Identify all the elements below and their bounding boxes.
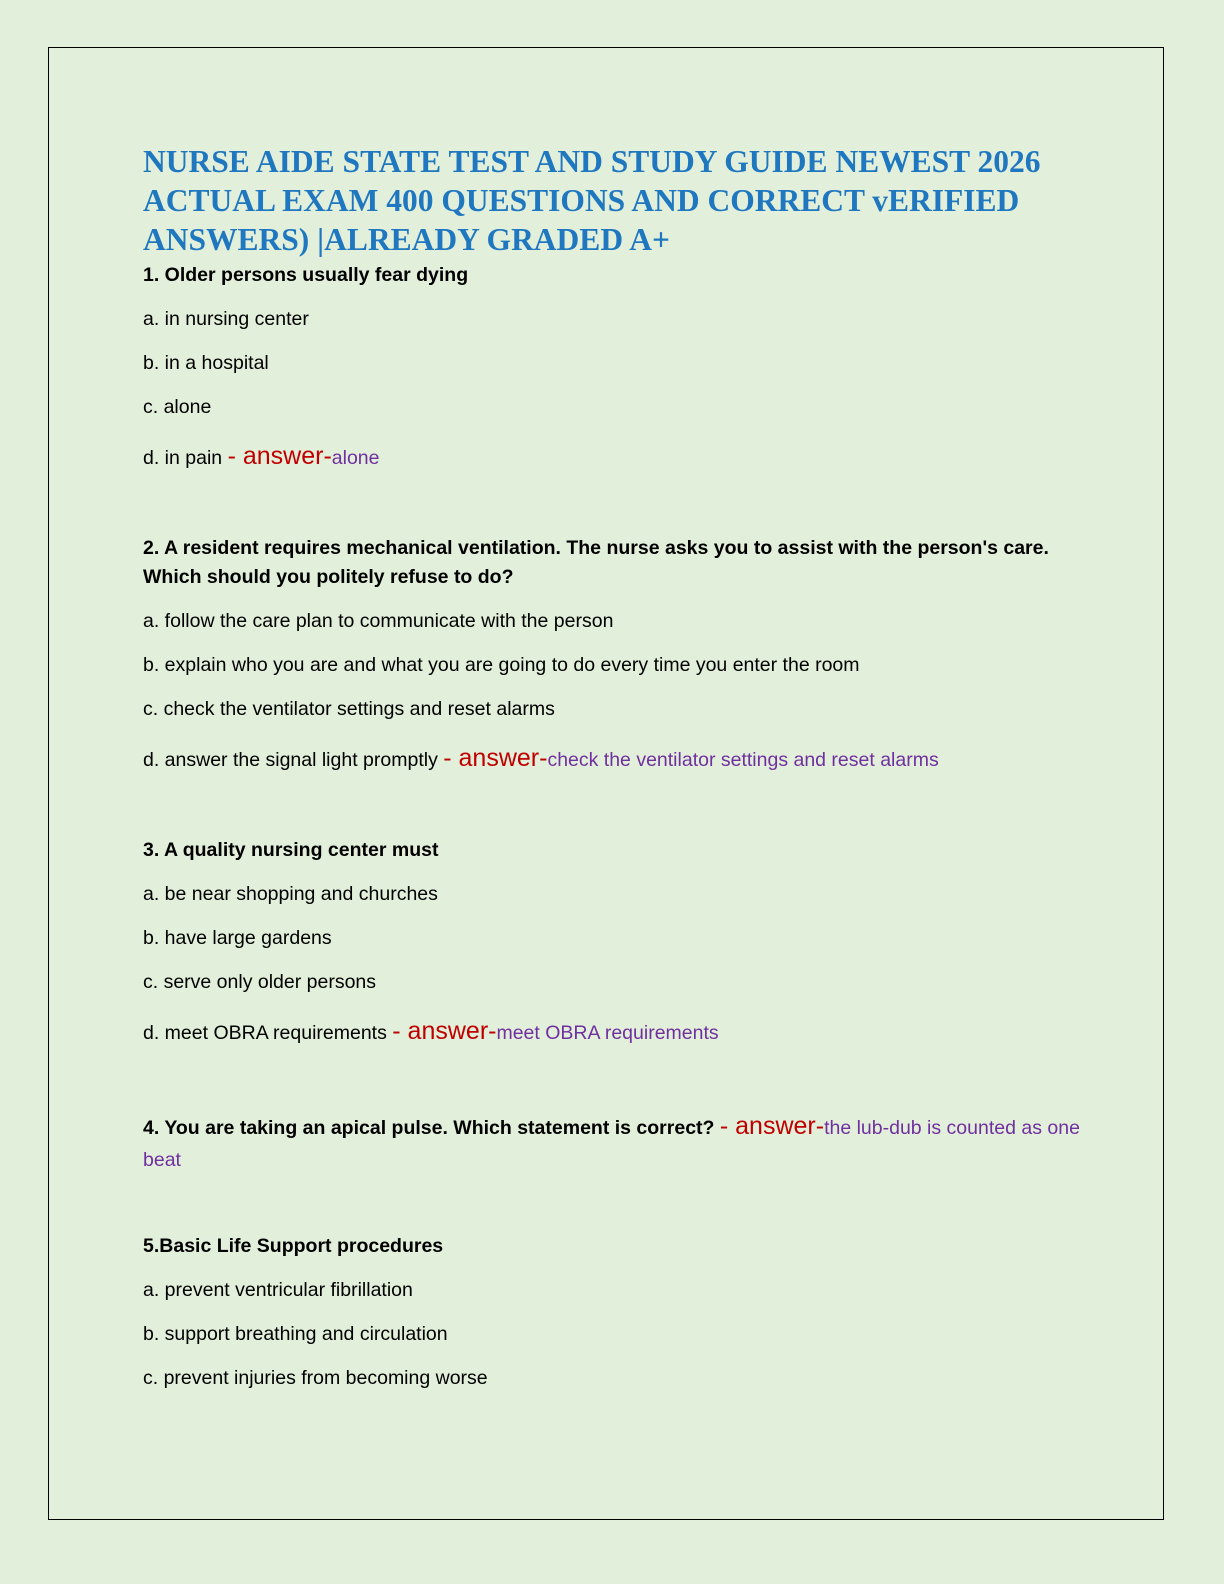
q2-option-b: b. explain who you are and what you are going to do every time you enter the room — [143, 654, 860, 676]
q4-answer-line-2: beat — [143, 1149, 181, 1171]
title-line-2: ACTUAL EXAM 400 QUESTIONS AND CORRECT vERIFIED — [143, 183, 1020, 218]
question-4 — [143, 1110, 1088, 1176]
question-2-line-2: Which should you politely refuse to do? — [143, 566, 514, 588]
question-1: 1. Older persons usually fear dying — [143, 264, 469, 286]
question-4-text: 4. You are taking an apical pulse. Which statement is correct? — [143, 1117, 715, 1139]
question-2 — [143, 534, 1088, 592]
answer-label: - answer- — [392, 1017, 497, 1045]
question-3: 3. A quality nursing center must — [143, 839, 439, 861]
q3-option-a: a. be near shopping and churches — [143, 883, 438, 905]
q5-option-c: c. prevent injuries from becoming worse — [143, 1367, 488, 1389]
document-title — [143, 142, 1088, 259]
q3-answer: meet OBRA requirements — [496, 1022, 719, 1044]
q3-option-b: b. have large gardens — [143, 927, 332, 949]
q2-answer: check the ventilator settings and reset alarms — [547, 749, 939, 771]
question-2-line-1: 2. A resident requires mechanical ventilation. The nurse asks you to assist with the person's care. — [143, 537, 1049, 559]
question-5: 5.Basic Life Support procedures — [143, 1235, 444, 1257]
answer-label: - answer- — [227, 442, 332, 470]
document-content — [143, 142, 1088, 1393]
title-line-1: NURSE AIDE STATE TEST AND STUDY GUIDE NEWEST 2026 — [143, 144, 1041, 179]
q5-option-b: b. support breathing and circulation — [143, 1323, 448, 1345]
q3-option-d-text: d. meet OBRA requirements — [143, 1022, 387, 1044]
title-line-3: ANSWERS) |ALREADY GRADED A+ — [143, 222, 670, 257]
q2-option-d-text: d. answer the signal light promptly — [143, 749, 438, 771]
q1-answer: alone — [331, 447, 380, 469]
q2-option-c: c. check the ventilator settings and reset alarms — [143, 698, 555, 720]
q3-option-c: c. serve only older persons — [143, 971, 377, 993]
q2-option-a: a. follow the care plan to communicate with the person — [143, 610, 614, 632]
q1-option-d-text: d. in pain — [143, 447, 223, 469]
q1-option-c: c. alone — [143, 396, 212, 418]
answer-label: - answer- — [443, 744, 548, 772]
q1-option-d — [143, 442, 1088, 473]
q2-option-d — [143, 744, 1088, 775]
q4-answer-line-1: the lub-dub is counted as one — [824, 1117, 1080, 1139]
q1-option-b: b. in a hospital — [143, 352, 269, 374]
q3-option-d — [143, 1017, 1088, 1048]
answer-label: - answer- — [719, 1112, 825, 1140]
q1-option-a: a. in nursing center — [143, 308, 309, 330]
q5-option-a: a. prevent ventricular fibrillation — [143, 1279, 413, 1301]
